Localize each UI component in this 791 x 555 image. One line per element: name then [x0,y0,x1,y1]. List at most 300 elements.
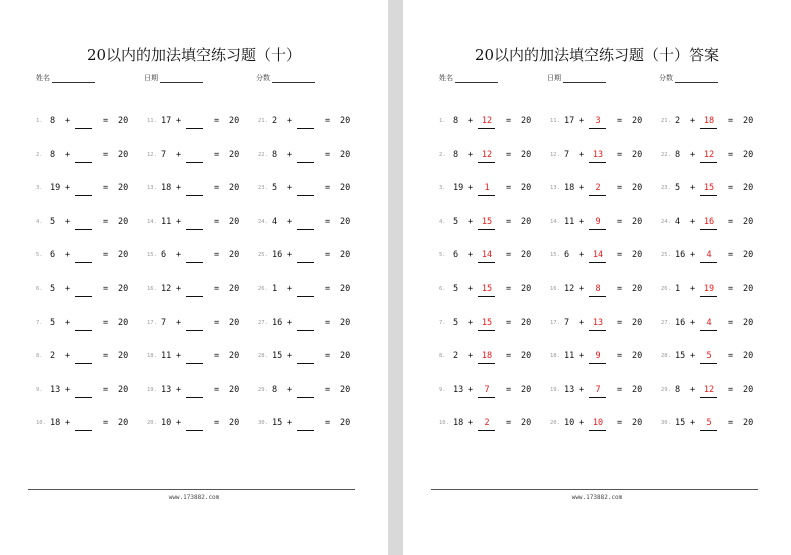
equals-sign: = [617,418,623,429]
answer-blank [297,363,314,364]
plus-sign: + [287,418,293,429]
answer-item [661,385,771,407]
addend: 6 [50,250,56,261]
sum-value: 20 [632,250,643,261]
equals-sign: = [325,317,331,328]
equals-sign: = [506,384,512,395]
answer-item [661,217,771,239]
problem-number: 22. [258,151,268,158]
problem-item [36,116,146,138]
answer-blank [478,296,495,297]
addend: 15 [272,351,283,362]
problem-item [258,351,368,373]
plus-sign: + [579,317,585,328]
answer-item [439,150,549,172]
addend: 18 [161,183,172,194]
answer-value: 14 [481,250,493,261]
sum-value: 20 [340,149,351,160]
plus-sign: + [690,216,696,227]
sum-value: 20 [118,183,129,194]
equals-sign: = [728,317,734,328]
answer-blank [186,397,203,398]
problem-number: 25. [661,252,671,259]
addend: 5 [50,284,56,294]
plus-sign: + [468,116,474,126]
plus-sign: + [690,384,696,395]
addend: 17 [161,116,172,126]
answer-value: 3 [595,116,601,126]
sum-value: 20 [118,317,129,328]
problem-number: 9. [36,386,43,393]
addend: 5 [453,284,459,294]
plus-sign: + [65,351,71,362]
addend: 5 [453,317,459,328]
plus-sign: + [579,284,585,294]
problem-number: 30. [258,420,268,427]
sum-value: 20 [340,418,351,429]
plus-sign: + [579,250,585,261]
plus-sign: + [65,418,71,429]
date-field [144,73,203,83]
sum-value: 20 [118,384,129,395]
equals-sign: = [214,384,220,395]
plus-sign: + [65,317,71,328]
equals-sign: = [325,116,331,126]
equals-sign: = [214,183,220,194]
plus-sign: + [287,351,293,362]
plus-sign: + [579,418,585,429]
equals-sign: = [728,418,734,429]
problem-item [147,284,257,306]
answer-item [550,385,660,407]
sum-value: 20 [118,116,129,126]
equals-sign: = [728,384,734,395]
plus-sign: + [579,116,585,126]
answer-blank [297,397,314,398]
plus-sign: + [287,250,293,261]
sum-value: 20 [521,216,532,227]
plus-sign: + [690,149,696,160]
sum-value: 20 [118,418,129,429]
equals-sign: = [214,216,220,227]
plus-sign: + [65,183,71,194]
problem-number: 30. [661,420,671,427]
problem-number: 3. [439,185,446,192]
sum-value: 20 [521,384,532,395]
answer-value: 7 [484,384,490,395]
problem-number: 15. [147,252,157,259]
answer-blank [297,162,314,163]
problem-item [147,183,257,205]
answer-blank [589,262,606,263]
answer-blank [186,195,203,196]
problem-number: 6. [36,286,43,292]
answer-blank [589,195,606,196]
worksheet-page [0,0,388,555]
answer-blank [186,128,203,129]
problem-number: 26. [258,286,268,292]
answer-item [550,217,660,239]
problem-number: 5. [439,252,446,259]
problem-number: 27. [661,319,671,326]
problem-item [147,116,257,138]
sum-value: 20 [229,116,240,126]
problem-number: 26. [661,286,671,292]
addend: 8 [453,149,459,160]
plus-sign: + [176,418,182,429]
addend: 8 [272,384,278,395]
answer-value: 15 [481,317,493,328]
problem-number: 2. [439,151,446,158]
equals-sign: = [325,183,331,194]
equals-sign: = [617,216,623,227]
answer-value: 5 [706,418,712,429]
problem-item [258,116,368,138]
problem-number: 28. [661,353,671,360]
answer-blank [700,229,717,230]
sum-value: 20 [521,183,532,194]
sum-value: 20 [743,116,754,126]
answer-value: 9 [595,351,601,362]
sum-value: 20 [340,284,351,294]
answer-blank [700,195,717,196]
answer-blank [478,262,495,263]
plus-sign: + [690,250,696,261]
plus-sign: + [65,284,71,294]
sum-value: 20 [118,351,129,362]
problem-item [36,318,146,340]
equals-sign: = [214,149,220,160]
problem-item [258,418,368,440]
equals-sign: = [214,250,220,261]
sum-value: 20 [229,351,240,362]
plus-sign: + [468,418,474,429]
problem-number: 15. [550,252,560,259]
addend: 7 [161,317,167,328]
addend: 8 [50,116,56,126]
problem-number: 12. [147,151,157,158]
footer-url: www.173882.com [571,494,623,501]
addend: 17 [564,116,575,126]
problem-item [258,284,368,306]
addend: 16 [272,317,283,328]
problem-number: 19. [147,386,157,393]
answer-item [550,150,660,172]
answer-value: 16 [703,216,715,227]
sum-value: 20 [632,216,643,227]
answer-blank [478,397,495,398]
name-field [439,73,498,83]
answer-value: 18 [703,116,715,126]
equals-sign: = [214,284,220,294]
sum-value: 20 [632,183,643,194]
equals-sign: = [728,284,734,294]
name-underline [455,74,498,83]
sum-value: 20 [229,250,240,261]
sum-value: 20 [521,284,532,294]
answer-value: 1 [484,183,490,194]
plus-sign: + [176,250,182,261]
problem-item [258,183,368,205]
answer-blank [700,296,717,297]
sum-value: 20 [743,183,754,194]
equals-sign: = [617,183,623,194]
answer-blank [589,430,606,431]
name-label: 姓名 [439,75,453,82]
answer-item [550,351,660,373]
answer-blank [700,363,717,364]
addend: 18 [50,418,61,429]
sum-value: 20 [743,250,754,261]
sum-value: 20 [229,183,240,194]
addend: 2 [50,351,56,362]
problem-number: 16. [550,286,560,292]
addend: 19 [453,183,464,194]
problem-number: 1. [36,118,43,124]
plus-sign: + [690,351,696,362]
sum-value: 20 [743,418,754,429]
problem-item [258,385,368,407]
answer-blank [186,330,203,331]
answer-blank [478,363,495,364]
sum-value: 20 [118,149,129,160]
equals-sign: = [728,250,734,261]
answer-blank [589,162,606,163]
plus-sign: + [690,317,696,328]
problem-number: 18. [147,353,157,360]
sum-value: 20 [521,351,532,362]
plus-sign: + [287,216,293,227]
equals-sign: = [325,384,331,395]
plus-sign: + [287,284,293,294]
page-title: 20以内的加法填空练习题（十） [86,46,302,64]
answer-blank [186,162,203,163]
sum-value: 20 [229,284,240,294]
equals-sign: = [506,250,512,261]
plus-sign: + [65,384,71,395]
plus-sign: + [65,216,71,227]
answer-value: 8 [595,284,601,294]
addend: 7 [161,149,167,160]
answer-blank [75,296,92,297]
problem-item [258,217,368,239]
answer-item [661,183,771,205]
addend: 6 [161,250,167,261]
sum-value: 20 [632,351,643,362]
plus-sign: + [176,149,182,160]
date-label: 日期 [144,75,158,82]
answer-value: 15 [481,216,493,227]
answer-blank [478,229,495,230]
date-field [547,73,606,83]
answer-item [661,284,771,306]
equals-sign: = [617,351,623,362]
answer-item [439,418,549,440]
problem-item [36,150,146,172]
equals-sign: = [103,317,109,328]
problem-number: 22. [661,151,671,158]
equals-sign: = [325,284,331,294]
problem-number: 8. [439,353,446,360]
addend: 13 [453,384,464,395]
answer-blank [186,296,203,297]
answer-blank [75,162,92,163]
problem-number: 25. [258,252,268,259]
problem-number: 21. [661,118,671,124]
sum-value: 20 [229,384,240,395]
answer-blank [478,430,495,431]
answer-blank [700,430,717,431]
answer-blank [186,262,203,263]
answer-blank [589,128,606,129]
equals-sign: = [506,317,512,328]
plus-sign: + [468,149,474,160]
sum-value: 20 [743,216,754,227]
date-underline [563,74,606,83]
answer-blank [478,195,495,196]
equals-sign: = [506,351,512,362]
plus-sign: + [468,284,474,294]
answer-blank [297,262,314,263]
sum-value: 20 [340,317,351,328]
addend: 16 [675,317,686,328]
answer-blank [75,330,92,331]
problem-number: 20. [147,420,157,427]
problem-number: 18. [550,353,560,360]
answer-item [661,116,771,138]
plus-sign: + [468,250,474,261]
answer-blank [700,330,717,331]
answer-item [661,351,771,373]
answer-value: 15 [703,183,715,194]
equals-sign: = [214,116,220,126]
page-title: 20以内的加法填空练习题（十）答案 [474,46,720,64]
sum-value: 20 [229,149,240,160]
answer-value: 12 [703,384,715,395]
addend: 2 [675,116,681,126]
answer-item [661,418,771,440]
answer-blank [297,430,314,431]
score-label: 分数 [659,75,673,82]
problem-number: 14. [147,218,157,225]
answer-blank [75,363,92,364]
answer-blank [75,195,92,196]
addend: 6 [453,250,459,261]
plus-sign: + [287,149,293,160]
plus-sign: + [690,183,696,194]
footer-divider [431,489,758,490]
problem-number: 1. [439,118,446,124]
addend: 7 [564,149,570,160]
equals-sign: = [103,284,109,294]
problem-item [36,217,146,239]
footer-url: www.173882.com [168,494,220,501]
problem-number: 2. [36,151,43,158]
problem-number: 14. [550,218,560,225]
plus-sign: + [176,284,182,294]
addend: 11 [161,351,172,362]
problem-number: 29. [661,386,671,393]
problem-item [147,318,257,340]
addend: 4 [675,216,681,227]
sum-value: 20 [340,384,351,395]
sum-value: 20 [743,317,754,328]
equals-sign: = [506,149,512,160]
sum-value: 20 [118,250,129,261]
sum-value: 20 [229,216,240,227]
answer-item [550,116,660,138]
problem-number: 4. [439,218,446,225]
plus-sign: + [579,216,585,227]
answer-blank [297,195,314,196]
addend: 5 [50,317,56,328]
answer-item [439,318,549,340]
addend: 11 [564,351,575,362]
addend: 12 [161,284,172,294]
problem-number: 23. [661,185,671,192]
problem-number: 10. [36,420,46,427]
addend: 4 [272,216,278,227]
equals-sign: = [214,351,220,362]
addend: 8 [272,149,278,160]
date-underline [160,74,203,83]
sum-value: 20 [340,216,351,227]
problem-item [36,284,146,306]
addend: 11 [161,216,172,227]
answer-blank [186,229,203,230]
answer-blank [186,363,203,364]
answer-item [439,250,549,272]
equals-sign: = [728,149,734,160]
equals-sign: = [617,116,623,126]
problem-number: 28. [258,353,268,360]
answer-blank [589,363,606,364]
equals-sign: = [325,418,331,429]
answer-item [550,318,660,340]
sum-value: 20 [229,418,240,429]
answer-value: 13 [592,317,604,328]
answer-blank [75,430,92,431]
equals-sign: = [617,384,623,395]
plus-sign: + [579,351,585,362]
plus-sign: + [468,216,474,227]
equals-sign: = [325,250,331,261]
answer-blank [297,296,314,297]
addend: 7 [564,317,570,328]
equals-sign: = [506,418,512,429]
sum-value: 20 [743,284,754,294]
problem-item [36,250,146,272]
problem-number: 9. [439,386,446,393]
answer-blank [700,397,717,398]
sum-value: 20 [521,149,532,160]
answer-blank [700,162,717,163]
sum-value: 20 [632,418,643,429]
problem-item [258,150,368,172]
sum-value: 20 [340,351,351,362]
equals-sign: = [506,216,512,227]
addend: 18 [453,418,464,429]
equals-sign: = [103,418,109,429]
score-underline [675,74,718,83]
plus-sign: + [176,216,182,227]
answer-blank [75,262,92,263]
name-field [36,73,95,83]
addend: 18 [564,183,575,194]
sum-value: 20 [340,250,351,261]
equals-sign: = [103,384,109,395]
equals-sign: = [214,418,220,429]
